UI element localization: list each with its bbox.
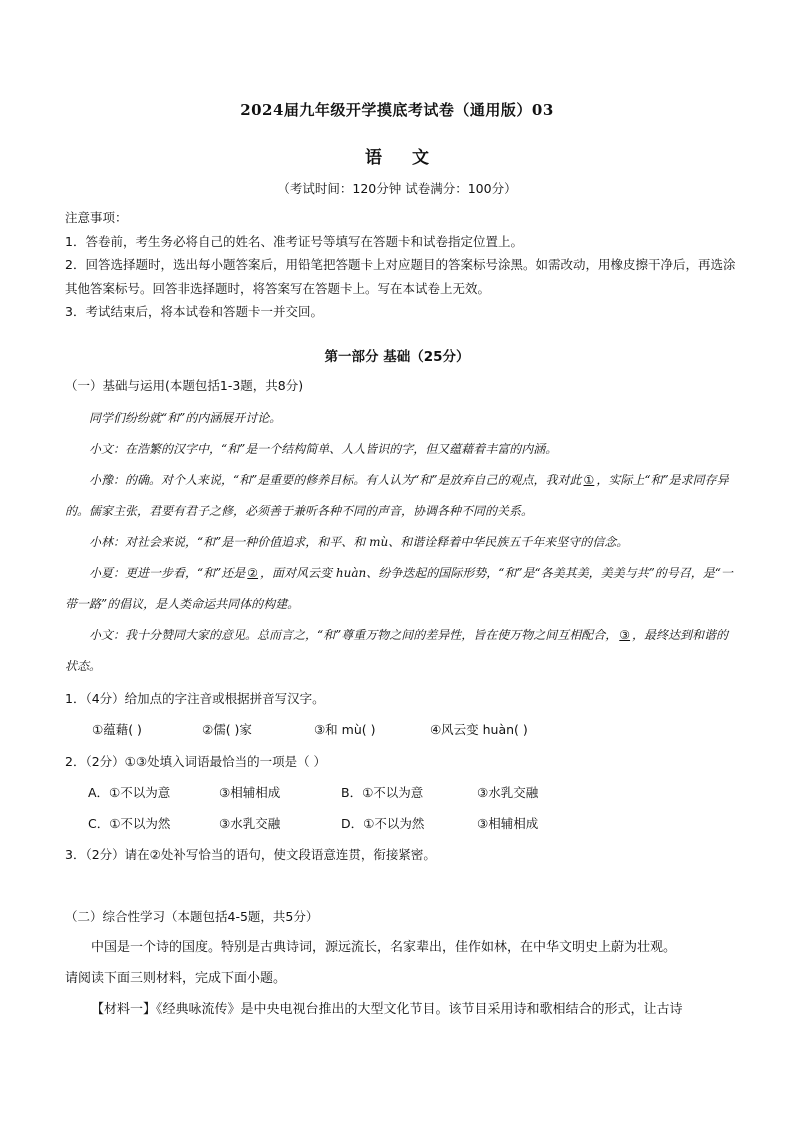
passage-text: 小文：我十分赞同大家的意见。总而言之，“和”尊重万物之间的差异性，旨在使万物之间互相配合， bbox=[89, 628, 618, 642]
passage-text: ，面对风云变 huàn、纷争迭起的国际形势，“和”是“各美其美，美美与共”的号召，是“一带一路”的倡议，是人类命运共同体的构建。 bbox=[65, 566, 733, 611]
q1-item: ②儒( )家 bbox=[201, 722, 252, 737]
q1-item: ①蕴藉( ) bbox=[92, 722, 142, 737]
q1-item: ③和 mù( ) bbox=[313, 722, 376, 737]
option-c[interactable]: C．①不以为然 bbox=[88, 816, 171, 831]
option-c-part: ③水乳交融 bbox=[219, 816, 281, 831]
notes-item: 2．回答选择题时，选出每小题答案后，用铅笔把答题卡上对应题目的答案标号涂黑。如需改动，用橡皮擦干净后，再选涂其他答案标号。回答非选择题时，将答案写在答题卡上。写在本试卷上无效。 bbox=[65, 257, 736, 296]
discussion-passage bbox=[65, 403, 737, 682]
notes-heading: 注意事项： bbox=[65, 210, 128, 225]
section-2-body bbox=[65, 932, 737, 1025]
passage-line bbox=[65, 465, 737, 527]
passage-line bbox=[65, 620, 737, 682]
option-b-part: ③水乳交融 bbox=[477, 785, 539, 800]
q1-item: ④风云变 huàn( ) bbox=[429, 722, 528, 737]
body-paragraph: 请阅读下面三则材料，完成下面小题。 bbox=[65, 971, 287, 986]
passage-text: 小夏：更进一步看，“和”还是 bbox=[89, 566, 246, 580]
option-d[interactable]: D．①不以为然 bbox=[341, 816, 425, 831]
passage-line: 小文：在浩繁的汉字中，“和”是一个结构简单、人人皆识的字，但又蕴藉着丰富的内涵。 bbox=[89, 442, 558, 456]
option-a[interactable]: A．①不以为意 bbox=[88, 785, 171, 800]
question-2-stem: 2．（2分）①③处填入词语最恰当的一项是（ ） bbox=[65, 754, 327, 769]
question-1-stem: 1．（4分）给加点的字注音或根据拼音写汉字。 bbox=[65, 691, 325, 706]
exam-info: （考试时间：120分钟 试卷满分：100分） bbox=[277, 181, 517, 196]
blank-3: ③ bbox=[619, 628, 631, 642]
passage-line: 小林：对社会来说，“和”是一种价值追求，和平、和 mù、和谐诠释着中华民族五千年来坚守的信念。 bbox=[89, 535, 629, 549]
option-d-part: ③相辅相成 bbox=[477, 816, 539, 831]
option-b[interactable]: B．①不以为意 bbox=[341, 785, 424, 800]
body-paragraph: 中国是一个诗的国度。特别是古典诗词，源远流长，名家辈出，佳作如林，在中华文明史上蔚为壮观。 bbox=[91, 940, 677, 955]
notes-item: 3．考试结束后，将本试卷和答题卡一并交回。 bbox=[65, 304, 323, 319]
option-a-part: ③相辅相成 bbox=[219, 785, 281, 800]
passage-text: 小豫：的确。对个人来说，“和”是重要的修养目标。有人认为“和”是放弃自己的观点，我对此 bbox=[89, 473, 582, 487]
question-1-items bbox=[92, 720, 528, 738]
section-heading: （一）基础与运用(本题包括1-3题，共8分) bbox=[65, 378, 304, 393]
blank-1: ① bbox=[583, 473, 595, 487]
body-paragraph: 【材料一】《经典咏流传》是中央电视台推出的大型文化节目。该节目采用诗和歌相结合的形式，让古诗 bbox=[91, 1002, 683, 1017]
blank-2: ② bbox=[247, 566, 259, 580]
passage-line: 同学们纷纷就“和”的内涵展开讨论。 bbox=[89, 411, 282, 425]
passage-line bbox=[65, 558, 737, 620]
question-3-stem: 3．（2分）请在②处补写恰当的语句，使文段语意连贯，衔接紧密。 bbox=[65, 847, 436, 862]
part-heading: 第一部分 基础（25分） bbox=[324, 349, 470, 365]
section-heading: （二）综合性学习（本题包括4-5题，共5分） bbox=[65, 909, 319, 924]
subject-title: 语文 bbox=[365, 148, 459, 168]
passage-text: ，实际上“和”是求同存异的。儒家主张，君要有君子之修，必须善于兼听各种不同的声音，协调各种不同的关系。 bbox=[65, 473, 729, 518]
passage-text: ，最终达到和谐的状态。 bbox=[65, 628, 729, 673]
exam-title: 2024届九年级开学摸底考试卷（通用版）03 bbox=[240, 101, 554, 119]
notes-block bbox=[65, 206, 737, 324]
notes-item: 1．答卷前，考生务必将自己的姓名、准考证号等填写在答题卡和试卷指定位置上。 bbox=[65, 233, 523, 249]
